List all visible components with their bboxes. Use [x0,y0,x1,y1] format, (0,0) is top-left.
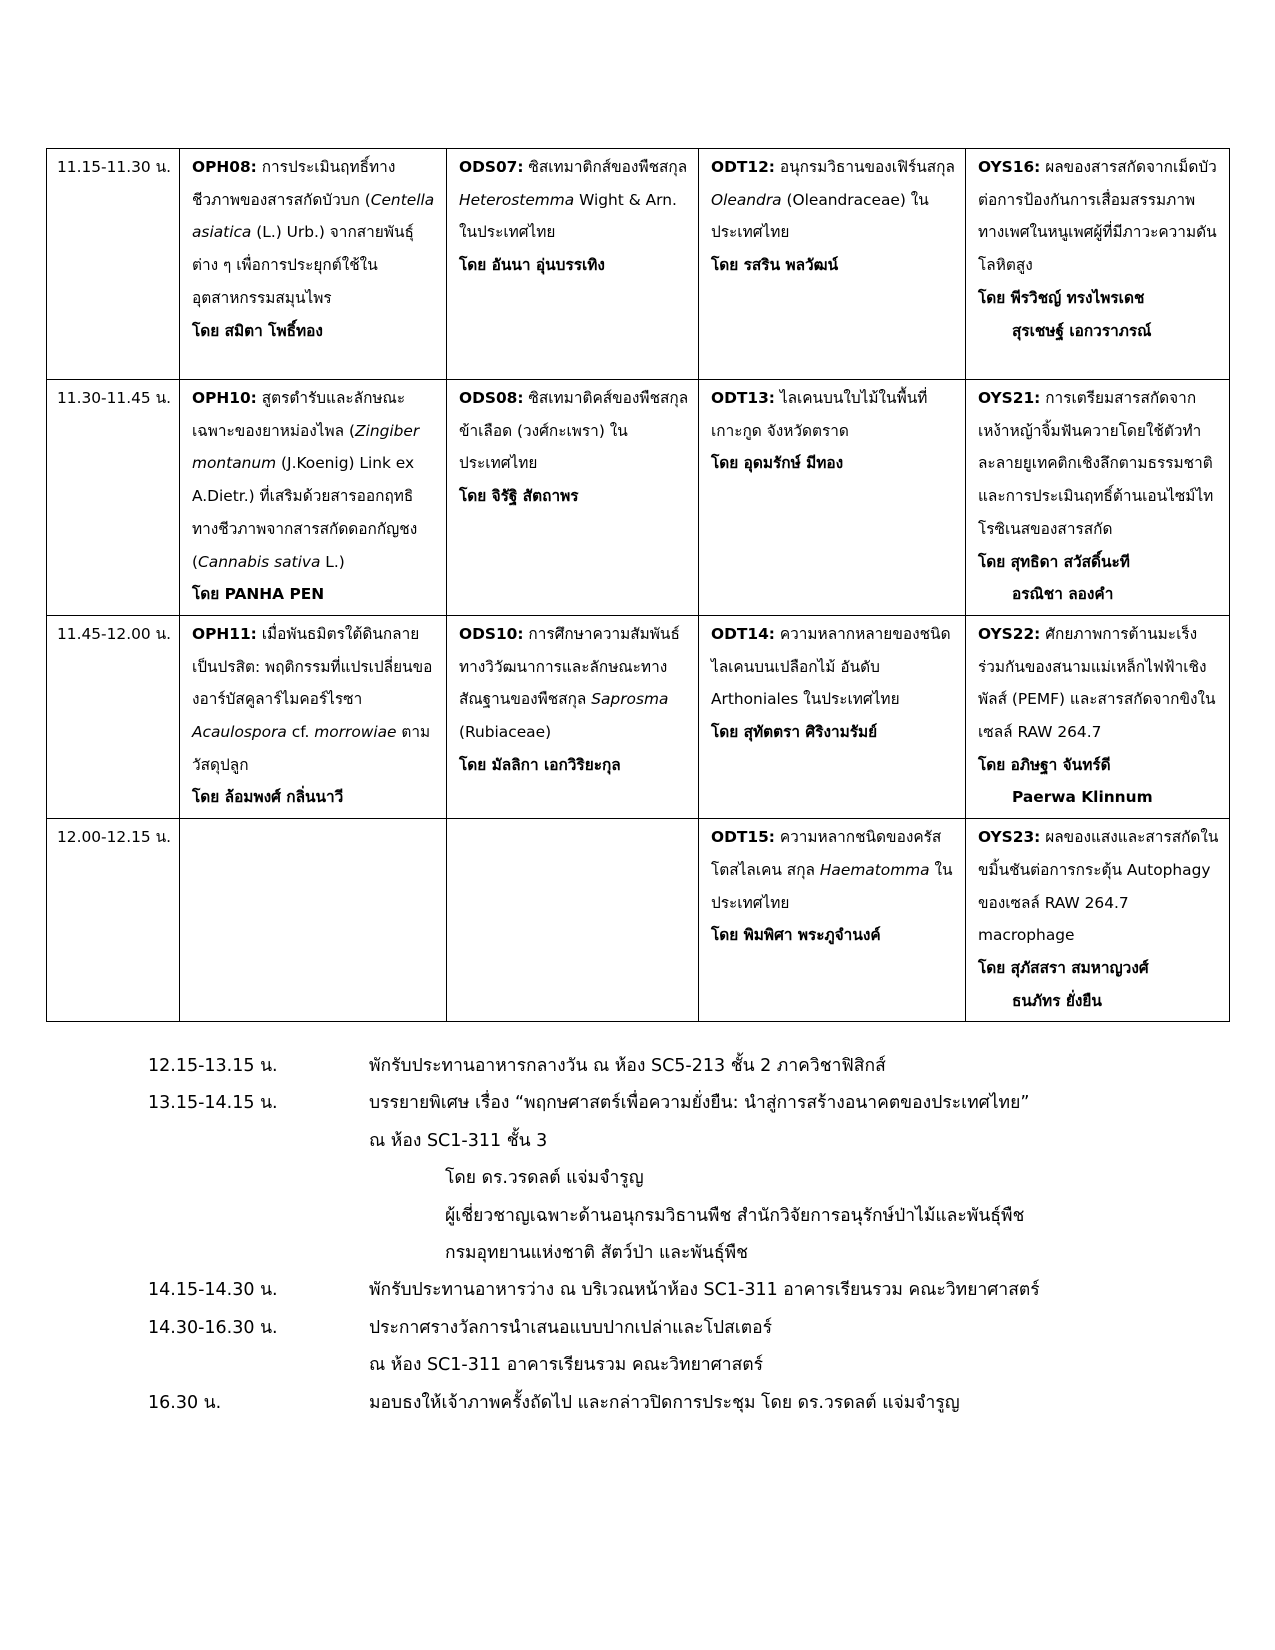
table-row [47,380,1230,616]
presentation-code: OYS16: [978,158,1041,176]
presentation-cell-empty [447,819,699,1022]
program-text: มอบธงให้เจ้าภาพครั้งถัดไป และกล่าวปิดการประชุม โดย ดร.วรดลต์ แจ่มจำรูญ [369,1392,960,1413]
presenter: โดย PANHA PEN [192,585,325,604]
genus-name: Haematomma [819,860,930,879]
presentation-title: ตามวัสดุปลูก [192,723,431,774]
presentation-cell [966,615,1230,818]
presentation-cell [447,149,699,380]
presentation-cell [966,819,1230,1022]
presentation-title: cf. [286,723,315,742]
presentation-code: ODS07: [459,158,524,176]
time-slot: 11.45-12.00 น. [47,615,180,818]
genus-name: Oleandra [711,190,782,209]
program-time: 16.30 น. [148,1392,222,1413]
presentation-title: ซิสเทมาติกส์ของพืชสกุล [523,158,688,176]
presentation-title: การเตรียมสารสกัดจากเหง้าหญ้าจิ้มฟันควายโดยใช้ตัวทำละลายยูเทคติกเชิงลึกตามธรรมชาติ และการประเมินฤทธิ์ต้านเอนไซม์ไทโรซิเนสของสารสกัด [978,389,1214,538]
program-item [148,1385,1228,1422]
presentation-cell [699,819,966,1022]
presentation-cell [180,380,447,616]
speaker-title: ผู้เชี่ยวชาญเฉพาะด้านอนุกรมวิธานพืช สำนักวิจัยการอนุรักษ์ป่าไม้และพันธุ์พืช [445,1205,1025,1226]
program-time: 13.15-14.15 น. [148,1093,278,1114]
presenter: โดย มัลลิกา เอกวิริยะกุล [459,755,621,774]
program-text: บรรยายพิเศษ เรื่อง “พฤกษศาสตร์เพื่อความยั่งยืน: นำสู่การสร้างอนาคตของประเทศไทย” [369,1093,1030,1114]
time-slot: 11.30-11.45 น. [47,380,180,616]
presentation-cell-empty [180,819,447,1022]
presentation-cell [447,380,699,616]
speaker-affiliation: กรมอุทยานแห่งชาติ สัตว์ป่า และพันธุ์พืช [445,1243,748,1264]
presentation-title: ผลของสารสกัดจากเม็ดบัวต่อการป้องกันการเสื่อมสรรมภาพทางเพศในหนูเพศผู้ที่มีภาวะความดันโลหิตสูง [978,158,1217,275]
program-item [148,1048,1228,1085]
presentation-cell [180,149,447,380]
presentation-code: ODT15: [711,828,775,847]
presentation-code: ODS08: [459,389,524,407]
program-time: 14.15-14.30 น. [148,1280,278,1301]
presentation-title: ความหลากชนิดของครัสโตสไลเคน สกุล [711,828,942,879]
program-item [148,1310,1228,1347]
species-name: Zingiber montanum [192,421,420,473]
program-venue: ณ ห้อง SC1-311 อาคารเรียนรวม คณะวิทยาศาสตร์ [369,1355,764,1376]
presentation-title: (L.) Urb.) จากสายพันธุ์ต่าง ๆ เพื่อการประยุกต์ใช้ในอุตสาหกรรมสมุนไพร [192,223,414,307]
presenter: โดย พิมพิศา พระภูจำนงค์ [711,926,881,945]
presentation-title: (Oleandraceae) ในประเทศไทย [711,190,929,242]
presentation-title: (J.Koenig) Link ex A.Dietr.) ที่เสริมด้วยสารออกฤทธิทางชีวภาพจากสารสกัดดอกกัญชง ( [192,454,418,571]
species-name: Acaulospora [192,723,287,742]
presenter: โดย สุทัตตรา ศิริงามรัมย์ [711,723,878,742]
program-text: ประกาศรางวัลการนำเสนอแบบปากเปล่าและโปสเตอร์ [369,1317,773,1338]
presentation-title: ซิสเทมาติคส์ของพืชสกุลข้าเลือด (วงศ์กะเพรา) ในประเทศไทย [459,389,689,473]
time-slot: 11.15-11.30 น. [47,149,180,380]
species-name: Centella asiatica [192,190,435,242]
presentation-title: L.) [320,552,345,571]
species-name: morrowiae [314,723,397,742]
presentation-cell [180,615,447,818]
afternoon-program [148,1048,1228,1422]
presentation-title: ไลเคนบนใบไม้ในพื้นที่เกาะกูด จังหวัดตราด [711,389,928,440]
presentation-title: ความหลากหลายของชนิดไลเคนบนเปลือกไม้ อันดับ Arthoniales ในประเทศไทย [711,624,951,709]
presenter: โดย ล้อมพงศ์ กลิ่นนาวี [192,788,344,807]
program-time: 12.15-13.15 น. [148,1056,278,1076]
presentation-cell [966,380,1230,616]
presentation-title: ในประเทศไทย [711,860,953,912]
presentation-cell [699,149,966,380]
program-time: 14.30-16.30 น. [148,1317,278,1338]
presentation-title: (Rubiaceae) [459,723,552,742]
presentation-code: OPH08: [192,158,257,176]
presenter: โดย อันนา อุ่นบรรเทิง [459,256,605,275]
presenter: โดย สมิตา โพธิ์ทอง [192,321,323,340]
presentation-cell [699,380,966,616]
presentation-code: OYS21: [978,389,1041,407]
schedule-table [46,148,1230,1022]
presenter: โดย อภิษฐา จันทร์ดี [978,755,1111,774]
table-row [47,615,1230,818]
presentation-cell [447,615,699,818]
presenter: โดย สุภัสสรา สมหาญวงศ์ [978,958,1149,977]
co-presenter: อรณิชา ลองคำ [1012,585,1114,604]
presenter: โดย อุดมรักษ์ มีทอง [711,454,844,473]
program-text: พักรับประทานอาหารว่าง ณ บริเวณหน้าห้อง SC1-311 อาคารเรียนรวม คณะวิทยาศาสตร์ [369,1280,1040,1301]
presentation-code: OYS22: [978,624,1041,643]
program-item [148,1085,1228,1122]
speaker-name: โดย ดร.วรดลต์ แจ่มจำรูญ [445,1168,644,1189]
presentation-title: การศึกษาความสัมพันธ์ทางวิวัฒนาการและลักษณะทางสัณฐานของพืชสกุล [459,624,680,709]
presentation-title: เมื่อพันธมิตรใต้ดินกลายเป็นปรสิต: พฤติกรรมที่แปรเปลี่ยนของอาร์บัสคูลาร์ไมคอร์ไรซา [192,624,433,709]
program-venue: ณ ห้อง SC1-311 ชั้น 3 [369,1130,548,1151]
presentation-code: OYS23: [978,828,1041,847]
species-name: Cannabis sativa [198,552,321,571]
presenter: โดย รสริน พลวัฒน์ [711,256,839,275]
presentation-cell [966,149,1230,380]
genus-name: Saprosma [591,690,669,709]
presentation-title: สูตรตำรับและลักษณะเฉพาะของยาหม่องไพล ( [192,389,406,440]
presentation-title: Wight & Arn. ในประเทศไทย [459,190,677,242]
presenter: โดย สุทธิดา สวัสดิ์นะที [978,552,1130,571]
presentation-title: ศักยภาพการต้านมะเร็งร่วมกันของสนามแม่เหล็กไฟฟ้าเชิงพัลส์ (PEMF) และสารสกัดจากขิงในเซลล์ RAW 264.7 [978,624,1216,742]
presentation-cell [699,615,966,818]
presentation-title: ผลของแสงและสารสกัดในขมิ้นชันต่อการกระตุ้น Autophagy ของเซลล์ RAW 264.7 macrophage [978,828,1219,945]
table-row [47,149,1230,380]
co-presenter: สุรเชษฐ์ เอกวราภรณ์ [1012,321,1152,340]
presentation-code: ODS10: [459,624,524,643]
presentation-code: OPH11: [192,624,257,643]
time-slot: 12.00-12.15 น. [47,819,180,1022]
program-item [148,1272,1228,1309]
genus-name: Heterostemma [459,190,575,209]
co-presenter: ธนภัทร ยั่งยืน [1012,991,1102,1010]
table-row [47,819,1230,1022]
presentation-title: อนุกรมวิธานของเฟิร์นสกุล [774,158,955,176]
program-text: พักรับประทานอาหารกลางวัน ณ ห้อง SC5-213 ชั้น 2 ภาควิชาฟิสิกส์ [369,1056,886,1076]
presentation-code: OPH10: [192,389,257,407]
presentation-code: ODT14: [711,624,775,643]
presenter: โดย พีรวิชญ์ ทรงไพรเดช [978,288,1145,307]
co-presenter: Paerwa Klinnum [1012,788,1153,807]
presenter: โดย จิรัฐิ สัตถาพร [459,487,579,506]
presentation-title: การประเมินฤทธิ์ทางชีวภาพของสารสกัดบัวบก ( [192,158,396,209]
presentation-code: ODT13: [711,389,775,407]
presentation-code: ODT12: [711,158,775,176]
